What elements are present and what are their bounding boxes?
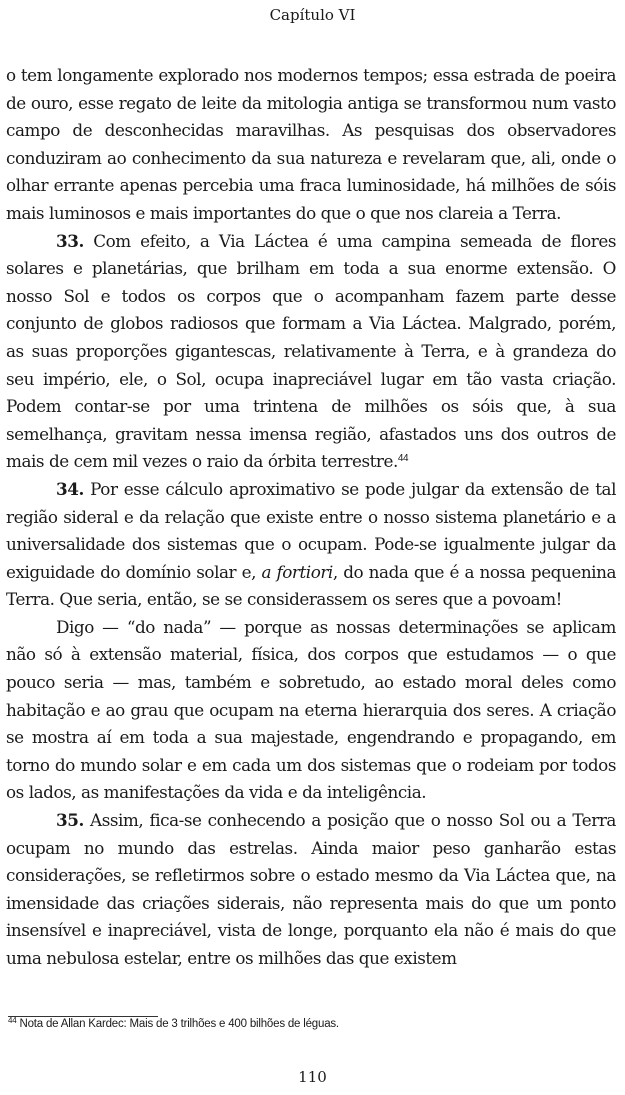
running-header: Capítulo VI	[269, 6, 356, 24]
paragraph-number: 33.	[56, 230, 84, 251]
paragraph-digo	[6, 614, 616, 807]
paragraph-number: 34.	[56, 478, 84, 499]
paragraph-34	[6, 476, 616, 614]
paragraph-35	[6, 807, 616, 973]
italic-phrase: a fortiori	[261, 561, 333, 582]
paragraph-text: Digo — “do nada” — porque as nossas determinações se aplicam não só à extensão material, física, dos corpos que estudamos — o que pouco seria — mas, também e sobretudo, ao estado moral deles como habitação e ao grau que ocupam na eterna hierarquia dos seres. A criação se mostra aí em toda a sua majestade, engendrando e propagando, em torno do mundo solar e em cada um dos sistemas que o rodeiam por todos os lados, as manifestações da vida e da inteligência.	[6, 616, 616, 803]
paragraph-text: Por esse cálculo aproximativo se pode julgar da extensão de tal região sideral e da relação que existe entre o nosso sistema planetário e a universalidade dos sistemas que o ocupam. Pode-se igualmente julgar da exiguidade do domínio solar e,	[6, 478, 616, 582]
paragraph-text: Com efeito, a Via Láctea é uma campina semeada de flores solares e planetárias, que brilham em toda a sua enorme extensão. O nosso Sol e todos os corpos que o acompanham fazem parte desse conjunto de globos radiosos que formam a Via Láctea. Malgrado, porém, as suas proporções gigantescas, relativamente à Terra, e à grandeza do seu império, ele, o Sol, ocupa inapreciável lugar em tão vasta criação. Podem contar-se por uma trintena de milhões os sóis que, à sua semelhança, gravitam nessa imensa região, afastados uns dos outros de mais de cem mil vezes o raio da órbita terrestre.	[6, 230, 616, 472]
footnote-marker: 44	[8, 1016, 17, 1025]
paragraph-text: , do nada que é a nossa pequenina Terra. Que seria, então, se se considerassem os seres que a povoam!	[6, 561, 617, 610]
paragraph-text: Assim, fica-se conhecendo a posição que o nosso Sol ou a Terra ocupam no mundo das estrelas. Ainda maior peso ganharão estas considerações, se refletirmos sobre o estado mesmo da Via Láctea que, na imensidade das criações siderais, não representa mais do que um ponto insensível e inapreciável, vista de longe, porquanto ela não é mais do que uma nebulosa estelar, entre os milhões das que existem	[6, 810, 616, 968]
paragraph-text: o tem longamente explorado nos modernos tempos; essa estrada de poeira de ouro, esse regato de leite da mitologia antiga se transformou num vasto campo de desconhecidas maravilhas. As pesquisas dos observadores conduziram ao conhecimento da sua natureza e revelaram que, ali, onde o olhar errante apenas percebia uma fraca luminosidade, há milhões de sóis mais luminosos e mais importantes do que o que nos clareia a Terra.	[6, 65, 616, 223]
paragraph-33	[6, 228, 616, 476]
page-body	[6, 62, 616, 973]
paragraph-continuation	[6, 62, 616, 228]
page-number: 110	[298, 1068, 327, 1086]
footnote-text: Nota de Allan Kardec: Mais de 3 trilhões e 400 bilhões de léguas.	[16, 1018, 339, 1030]
footnote-divider	[8, 1016, 158, 1017]
footnote	[8, 1018, 608, 1030]
footnote-reference[interactable]: 44	[397, 453, 409, 465]
paragraph-number: 35.	[56, 810, 84, 831]
